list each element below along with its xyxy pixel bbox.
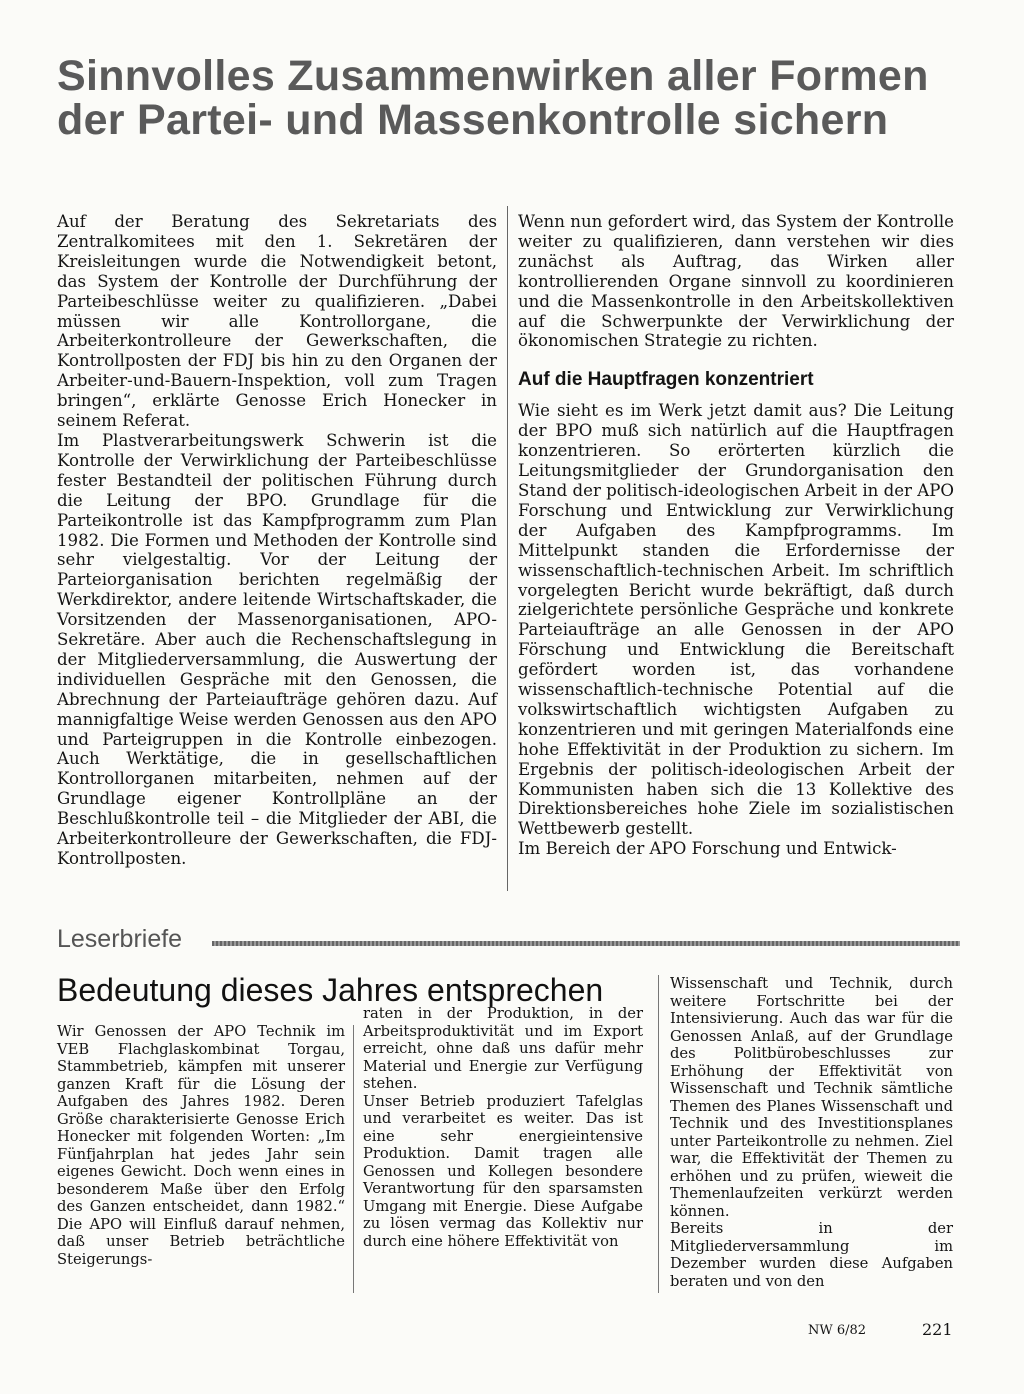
- letter-column-3: [670, 975, 953, 1290]
- article-column-1: [57, 212, 497, 869]
- article-headline: Sinnvolles Zusammenwirken aller Formen der Partei- und Massenkontrolle sichern: [57, 52, 929, 144]
- page-number: 221: [922, 1320, 953, 1339]
- article-paragraph: Auf der Beratung des Sekretariats des Zentralkomitees mit den 1. Sekretären der Kreisleitungen wurde die Notwendigkeit betont, das System der Kontrolle der Durchführung der Parteibeschlüsse weiter zu qualifizieren. „Dabei müssen wir alle Kontrollorgane, die Arbeiterkontrolleure der Gewerkschaften, die Kontrollposten der FDJ bis hin zu den Organen der Arbeiter-und-Bauern-Inspektion, voll zum Tragen bringen“, erklärte Genosse Erich Honecker in seinem Referat.: [57, 212, 497, 431]
- article-paragraph: Wenn nun gefordert wird, das System der Kontrolle weiter zu qualifizieren, dann verstehen wir dies zunächst als Auftrag, das Wirken aller kontrollierenden Organe sinnvoll zu koordinieren und die Massenkontrolle in den Arbeitskollektiven auf die Schwerpunkte der Verwirklichung der ökonomischen Strategie zu richten.: [518, 212, 954, 351]
- article-paragraph: Wie sieht es im Werk jetzt damit aus? Die Leitung der BPO muß sich natürlich auf die Hauptfragen konzentrieren. So erörterten kürzlich die Leitungsmitglieder der Grundorganisation den Stand der politisch-ideologischen Arbeit in der APO Forschung und Entwicklung zur Verwirklichung der Aufgaben des Kampfprogramms. Im Mittelpunkt standen die Erfordernisse der wissenschaftlich-technischen Arbeit. Im schriftlich vorgelegten Bericht wurde bekräftigt, daß durch zielgerichtete persönliche Gespräche und konkrete Parteiaufträge an alle Genossen in der APO Förschung und Entwicklung die Bereitschaft gefördert worden ist, das vorhandene wissenschaftlich-technische Potential auf die volkswirtschaftlich wichtigsten Aufgaben zu konzentrieren und mit geringen Materialfonds eine hohe Effektivität in der Produktion zu sichern. Im Ergebnis der politisch-ideologischen Arbeit der Kommunisten haben sich die 13 Kollektive des Direktionsbereiches hohe Ziele im sozialistischen Wettbewerb gestellt.: [518, 401, 954, 839]
- letter-paragraph: Bereits in der Mitgliederversammlung im Dezember wurden diese Aufgaben beraten und von den: [670, 1220, 953, 1290]
- letter-column-1: [57, 1023, 345, 1268]
- article-paragraph: Im Bereich der APO Forschung und Entwick-: [518, 839, 897, 859]
- letter-paragraph: raten in der Produktion, in der Arbeitsproduktivität und im Export erreicht, ohne daß uns dafür mehr Material und Energie zur Verfügung stehen.: [363, 1005, 643, 1092]
- letter-paragraph: Wissenschaft und Technik, durch weitere Fortschritte bei der Intensivierung. Auch das war für die Genossen Anlaß, auf der Grundlage des Politbürobeschlusses zur Erhöhung der Effektivität von Wissenschaft und Technik sämtliche Themen des Planes Wissenschaft und Technik und des Investitionsplanes unter Parteikontrolle zu nehmen. Ziel war, die Effektivität der Themen zu erhöhen und zu prüfen, wieweit die Themenlaufzeiten verkürzt werden können.: [670, 975, 953, 1220]
- article-subheading: Auf die Hauptfragen konzentriert: [518, 369, 814, 391]
- column-divider: [658, 975, 659, 1293]
- column-divider: [507, 206, 508, 891]
- section-label-leserbriefe: Leserbriefe: [57, 925, 183, 953]
- issue-label: NW 6/82: [808, 1323, 867, 1338]
- letter-paragraph: Wir Genossen der APO Technik im VEB Flachglaskombinat Torgau, Stammbetrieb, kämpfen mit unserer ganzen Kraft für die Lösung der Aufgaben des Jahres 1982. Deren Größe charakterisierte Genosse Erich Honecker mit folgenden Worten: „Im Fünfjahrplan hat jedes Jahr sein eigenes Gewicht. Doch wenn eines in besonderem Maße über den Erfolg des Ganzen entscheidet, dann 1982.“ Die APO will Einfluß darauf nehmen, daß unser Betrieb beträchtliche Steigerungs-: [57, 1023, 345, 1268]
- letter-headline: Bedeutung dieses Jahres entsprechen: [57, 972, 604, 1008]
- column-divider: [353, 1025, 354, 1293]
- letter-paragraph: Unser Betrieb produziert Tafelglas und verarbeitet es weiter. Das ist eine sehr energieintensive Produktion. Damit tragen alle Genossen und Kollegen besondere Verantwortung für den sparsamsten Umgang mit Energie. Diese Aufgabe zu lösen vermag das Kollektiv nur durch eine höhere Effektivität von: [363, 1092, 643, 1250]
- letter-column-2: [363, 1005, 643, 1250]
- article-paragraph: Im Plastverarbeitungswerk Schwerin ist die Kontrolle der Verwirklichung der Parteibeschlüsse fester Bestandteil der politischen Führung durch die Leitung der BPO. Grundlage für die Parteikontrolle ist das Kampfprogramm zum Plan 1982. Die Formen und Methoden der Kontrolle sind sehr vielgestaltig. Vor der Leitung der Parteiorganisation berichten regelmäßig der Werkdirektor, andere leitende Wirtschaftskader, die Vorsitzenden der Massenorganisationen, APO-Sekretäre. Aber auch die Rechenschaftslegung in der Mitgliederversammlung, die Auswertung der individuellen Gespräche mit den Genossen, die Abrechnung der Parteiaufträge gehören dazu. Auf mannigfaltige Weise werden Genossen aus den APO und Parteigruppen in die Kontrolle einbezogen. Auch Werktätige, die in gesellschaftlichen Kontrollorganen mitarbeiten, nehmen auf der Grundlage eigener Kontrollpläne an der Beschlußkontrolle teil – die Mitglieder der ABI, die Arbeiterkontrolleure der Gewerkschaften, die FDJ-Kontrollposten.: [57, 430, 497, 868]
- section-rule: [212, 941, 960, 946]
- article-column-2: [518, 212, 954, 859]
